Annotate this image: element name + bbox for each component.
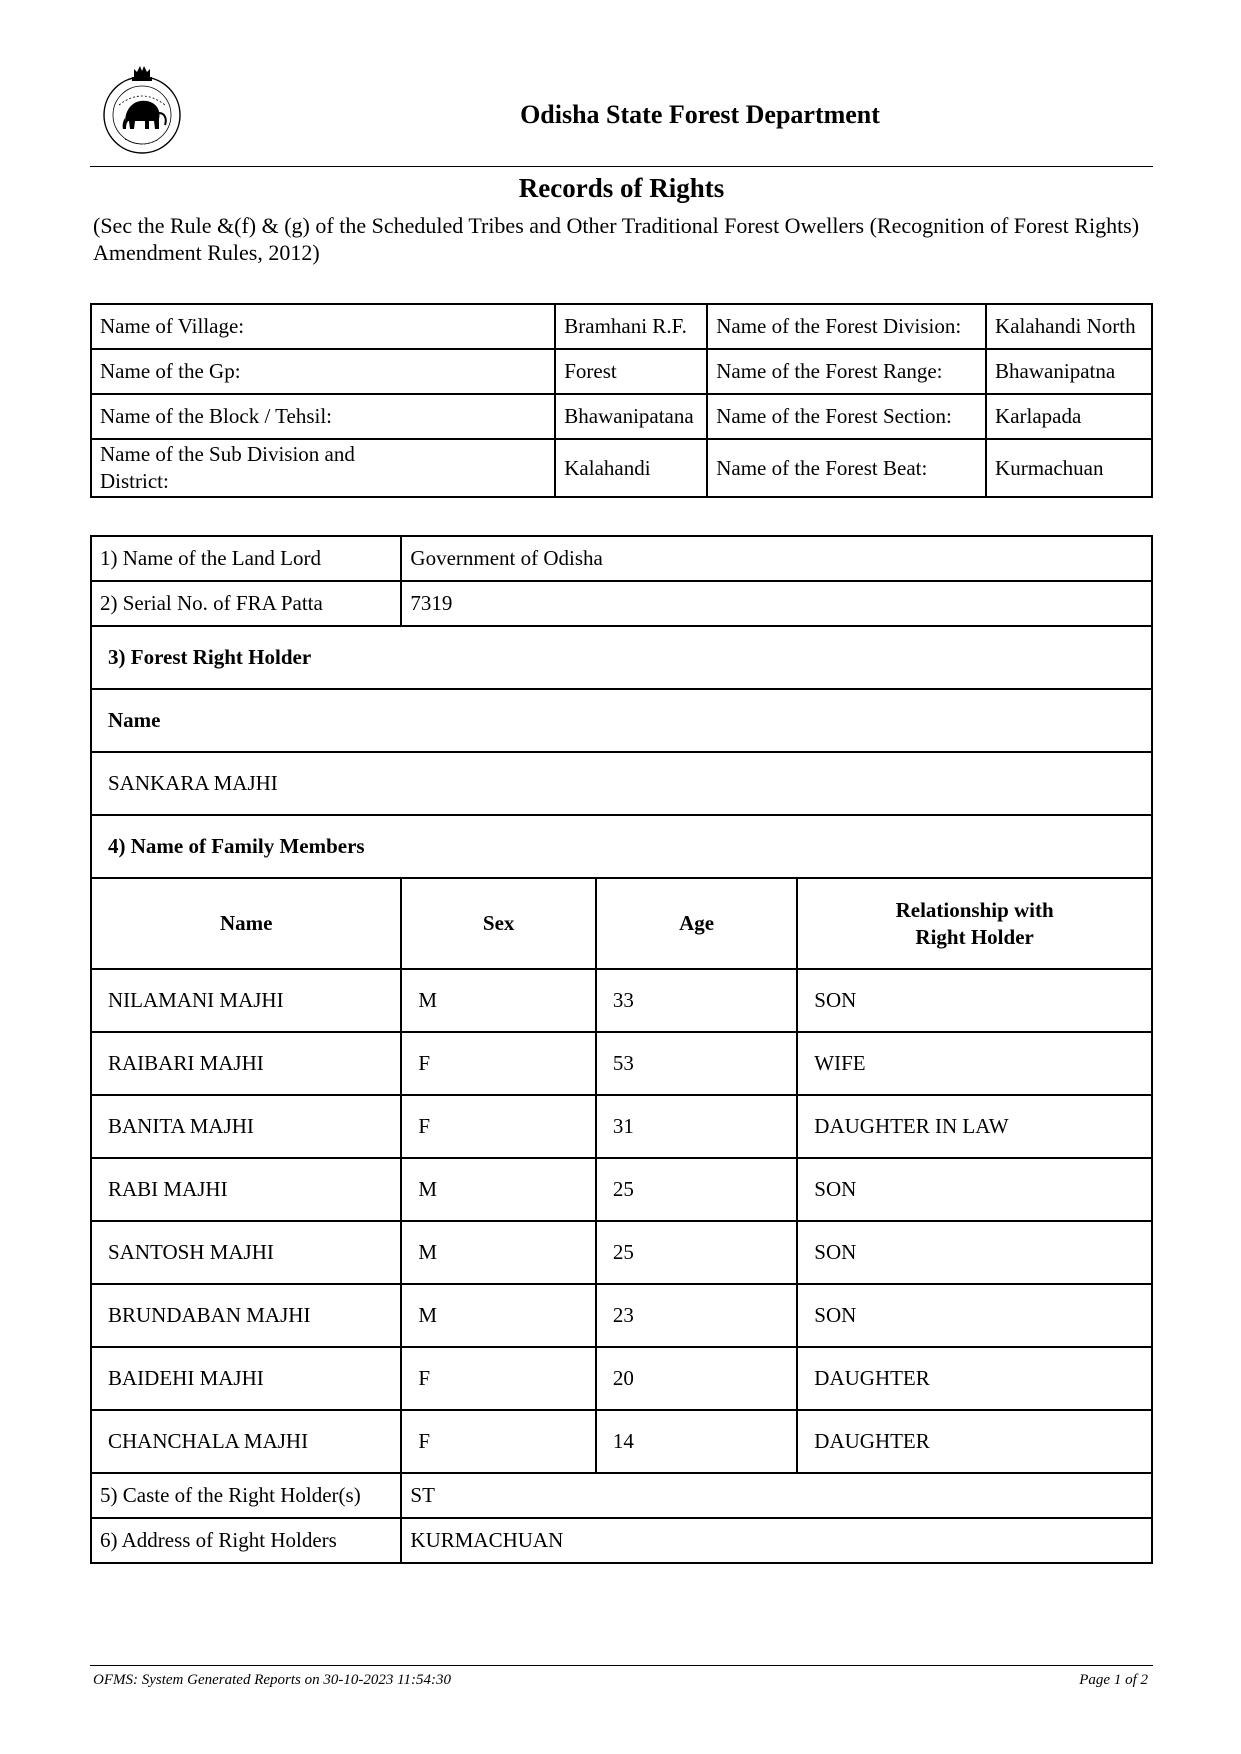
forest-division-label: Name of the Forest Division: xyxy=(707,304,986,349)
caste-value: ST xyxy=(401,1473,1152,1518)
member-name: NILAMANI MAJHI xyxy=(91,969,401,1032)
member-age: 31 xyxy=(596,1095,797,1158)
member-sex: M xyxy=(401,969,595,1032)
member-sex: F xyxy=(401,1095,595,1158)
member-relation: SON xyxy=(797,1221,1152,1284)
member-sex: M xyxy=(401,1158,595,1221)
land-lord-value: Government of Odisha xyxy=(401,536,1152,581)
member-age: 25 xyxy=(596,1158,797,1221)
forest-division-value: Kalahandi North xyxy=(986,304,1152,349)
member-sex: F xyxy=(401,1410,595,1473)
subdivision-value: Kalahandi xyxy=(555,439,707,497)
subdivision-label: Name of the Sub Division and District: xyxy=(91,439,555,497)
gp-value: Forest xyxy=(555,349,707,394)
address-label: 6) Address of Right Holders xyxy=(91,1518,401,1563)
block-label: Name of the Block / Tehsil: xyxy=(91,394,555,439)
patta-value: 7319 xyxy=(401,581,1152,626)
family-member-row xyxy=(91,969,1152,1032)
member-name: BAIDEHI MAJHI xyxy=(91,1347,401,1410)
gp-label: Name of the Gp: xyxy=(91,349,555,394)
member-name: BRUNDABAN MAJHI xyxy=(91,1284,401,1347)
info-row-subdivision xyxy=(91,439,1152,497)
info-row-block xyxy=(91,394,1152,439)
member-relation: DAUGHTER IN LAW xyxy=(797,1095,1152,1158)
patta-row xyxy=(91,581,1152,626)
member-relation: SON xyxy=(797,1284,1152,1347)
block-value: Bhawanipatana xyxy=(555,394,707,439)
document-subtitle: (Sec the Rule &(f) & (g) of the Scheduled Tribes and Other Traditional Forest Owellers (Recognition of Forest Rights) Amendment Rules, 2012) xyxy=(93,213,1140,265)
column-header-sex: Sex xyxy=(401,878,595,969)
header-divider xyxy=(90,166,1153,167)
family-member-row xyxy=(91,1095,1152,1158)
patta-label: 2) Serial No. of FRA Patta xyxy=(91,581,401,626)
odisha-emblem-logo xyxy=(101,63,184,156)
info-row-gp xyxy=(91,349,1152,394)
member-relation: DAUGHTER xyxy=(797,1347,1152,1410)
member-relation: WIFE xyxy=(797,1032,1152,1095)
member-sex: M xyxy=(401,1221,595,1284)
forest-range-label: Name of the Forest Range: xyxy=(707,349,986,394)
member-sex: F xyxy=(401,1347,595,1410)
column-header-relationship: Relationship with Right Holder xyxy=(797,878,1152,969)
member-age: 53 xyxy=(596,1032,797,1095)
village-value: Bramhani R.F. xyxy=(555,304,707,349)
member-age: 33 xyxy=(596,969,797,1032)
holder-name-heading: Name xyxy=(91,689,1152,752)
address-row xyxy=(91,1518,1152,1563)
caste-row xyxy=(91,1473,1152,1518)
footer-divider xyxy=(90,1665,1153,1666)
forest-range-value: Bhawanipatna xyxy=(986,349,1152,394)
member-age: 25 xyxy=(596,1221,797,1284)
page-number: Page 1 of 2 xyxy=(1079,1672,1148,1688)
holder-name-row xyxy=(91,752,1152,815)
address-value: KURMACHUAN xyxy=(401,1518,1152,1563)
member-relation: DAUGHTER xyxy=(797,1410,1152,1473)
family-member-row xyxy=(91,1347,1152,1410)
member-name: RABI MAJHI xyxy=(91,1158,401,1221)
member-name: SANTOSH MAJHI xyxy=(91,1221,401,1284)
family-member-row xyxy=(91,1284,1152,1347)
holder-name-heading-row xyxy=(91,689,1152,752)
generated-timestamp: OFMS: System Generated Reports on 30-10-2023 11:54:30 xyxy=(93,1672,451,1688)
member-age: 23 xyxy=(596,1284,797,1347)
village-label: Name of Village: xyxy=(91,304,555,349)
member-age: 14 xyxy=(596,1410,797,1473)
document-title: Records of Rights xyxy=(518,173,725,203)
member-sex: F xyxy=(401,1032,595,1095)
info-row-village xyxy=(91,304,1152,349)
forest-beat-value: Kurmachuan xyxy=(986,439,1152,497)
forest-beat-label: Name of the Forest Beat: xyxy=(707,439,986,497)
caste-label: 5) Caste of the Right Holder(s) xyxy=(91,1473,401,1518)
family-member-row xyxy=(91,1410,1152,1473)
family-member-row xyxy=(91,1158,1152,1221)
forest-section-label: Name of the Forest Section: xyxy=(707,394,986,439)
holder-heading: 3) Forest Right Holder xyxy=(91,626,1152,689)
member-relation: SON xyxy=(797,969,1152,1032)
column-header-age: Age xyxy=(596,878,797,969)
family-member-row xyxy=(91,1221,1152,1284)
member-name: RAIBARI MAJHI xyxy=(91,1032,401,1095)
location-info-table xyxy=(90,303,1153,498)
member-name: BANITA MAJHI xyxy=(91,1095,401,1158)
family-column-headers xyxy=(91,878,1152,969)
family-member-row xyxy=(91,1032,1152,1095)
family-heading-row xyxy=(91,815,1152,878)
holder-name: SANKARA MAJHI xyxy=(91,752,1152,815)
land-lord-label: 1) Name of the Land Lord xyxy=(91,536,401,581)
land-lord-row xyxy=(91,536,1152,581)
column-header-name: Name xyxy=(91,878,401,969)
member-name: CHANCHALA MAJHI xyxy=(91,1410,401,1473)
member-relation: SON xyxy=(797,1158,1152,1221)
member-age: 20 xyxy=(596,1347,797,1410)
member-sex: M xyxy=(401,1284,595,1347)
family-heading: 4) Name of Family Members xyxy=(91,815,1152,878)
rights-record-table xyxy=(90,535,1153,1564)
organization-title: Odisha State Forest Department xyxy=(520,100,880,129)
holder-heading-row xyxy=(91,626,1152,689)
forest-section-value: Karlapada xyxy=(986,394,1152,439)
